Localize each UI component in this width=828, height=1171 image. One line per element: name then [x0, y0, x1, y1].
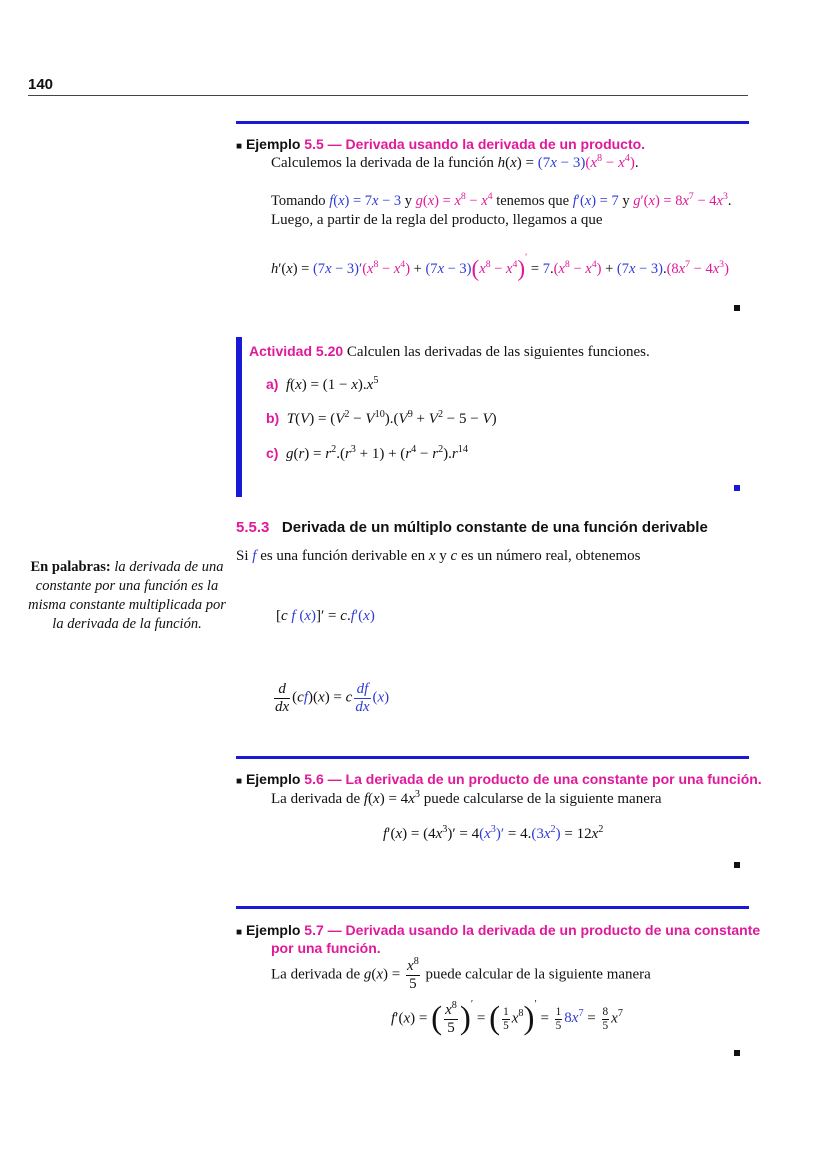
- example-5-6-heading: [236, 771, 762, 787]
- line-text: La derivada de: [271, 791, 361, 807]
- example-5-7-heading: [236, 922, 760, 938]
- bullet-icon: ■: [236, 927, 243, 938]
- activity-item-a: a) $f(x) = (1 - x).x^5$: [266, 374, 379, 393]
- activity-5-20-bar: [236, 337, 242, 497]
- page-number: 140: [28, 76, 54, 93]
- line-text: La derivada de: [271, 966, 361, 983]
- example-title: — Derivada usando la derivada de un producto de una constante: [327, 922, 761, 938]
- example-label: Ejemplo: [245, 771, 301, 787]
- formula-leibniz: $\frac{d}{dx}$ (cf)(x) = c $\frac{df}{dx}$ (x): [275, 681, 390, 715]
- line-text: Calculemos la derivada de la función: [271, 155, 494, 171]
- activity-label: Actividad 5.20: [249, 343, 344, 359]
- example-label: Ejemplo: [245, 136, 301, 152]
- activity-item-b: b) $T(V) = (V^2 - V^{10}).(V^9 + V^2 - 5 - V)$: [266, 408, 497, 427]
- example-label: Ejemplo: [245, 922, 301, 938]
- example-5-5-line2: Tomando f(x) = 7x − 3 y $g(x) = x^8 - x^4$ tenemos que f′(x) = 7 y $g'(x) = 8x^7 - 4x^3$.: [271, 190, 732, 209]
- section-title: Derivada de un múltiplo constante de una función derivable: [281, 519, 708, 536]
- activity-item-c: c) $g(r) = r^2.(r^3 + 1) + (r^4 - r^2).r^{14}$: [266, 443, 468, 462]
- line-text: y: [622, 193, 630, 209]
- margin-note: [28, 558, 226, 634]
- formula-constant-rule: [c f (x)]′ = c.f′(x): [276, 608, 375, 624]
- example-5-5-line3: Luego, a partir de la regla del producto, llegamos a que: [271, 212, 603, 228]
- example-5-6-derivation: $f'(x) = (4x^3)' = 4(x^3)' = 4.(3x^2) = 12x^2$: [383, 823, 604, 842]
- example-title: — Derivada usando la derivada de un producto.: [327, 136, 646, 152]
- header-rule: [28, 95, 748, 96]
- example-5-6-line1: La derivada de $f(x) = 4x^3$ puede calcularse de la siguiente manera: [271, 788, 662, 807]
- example-5-6-top-rule: [236, 756, 749, 759]
- activity-5-20-heading: [249, 341, 650, 362]
- example-5-5-derivation: $h'(x) = (7x - 3)'(x^8 - x^4) + (7x - 3)(x^8 - x^4)' = 7.(x^8 - x^4) + (7x - 3).(8x^7 - 4x^3)$: [271, 252, 729, 282]
- example-5-7-line1: La derivada de g(x) = $\frac{x^8}{5}$ puede calcular de la siguiente manera: [271, 955, 651, 992]
- qed-icon: [734, 862, 740, 868]
- line-text: puede calcularse de la siguiente manera: [423, 791, 662, 807]
- example-number: 5.6: [304, 771, 324, 787]
- bullet-icon: ■: [236, 141, 243, 152]
- example-5-5-top-rule: [236, 121, 749, 124]
- example-5-5-line1: Calculemos la derivada de la función $h(x) = (7x - 3)(x^8 - x^4)$.: [271, 152, 639, 171]
- margin-note-bold: En palabras:: [30, 559, 111, 575]
- item-label: b): [266, 410, 280, 426]
- line-text: Tomando: [271, 193, 326, 209]
- margin-note-text: la derivada de una constante por una función es la misma constante multiplicada por la derivada de la función.: [28, 559, 226, 632]
- section-number: 5.5.3: [236, 519, 270, 536]
- section-heading: [236, 519, 708, 536]
- section-intro: Si f es una función derivable en x y c es un número real, obtenemos: [236, 548, 641, 564]
- line-text: Si: [236, 548, 249, 564]
- activity-text: Calculen las derivadas de las siguientes funciones.: [346, 344, 650, 360]
- line-text: y: [404, 193, 413, 209]
- qed-icon: [734, 305, 740, 311]
- example-5-7-heading-line2: por una función.: [271, 940, 381, 956]
- line-text: es una función derivable en: [260, 548, 426, 564]
- formula-h: h: [497, 155, 506, 171]
- line-text: y: [439, 548, 447, 564]
- example-5-7-derivation: f′(x) = ( $\frac{x^8}{5}$ )′ = ( $\frac{1}{5}$ $x^8)'$ = $\frac{1}{5}$ $8x^7$ = $\frac{8}{5}$ $x^7$: [391, 999, 623, 1037]
- activity-end-icon: [734, 485, 740, 491]
- example-5-5-heading: [236, 136, 645, 152]
- item-label: a): [266, 376, 279, 392]
- item-label: c): [266, 445, 279, 461]
- qed-icon: [734, 1050, 740, 1056]
- line-text: es un número real, obtenemos: [460, 548, 641, 564]
- example-title: — La derivada de un producto de una constante por una función.: [327, 771, 762, 787]
- line-text: tenemos que: [496, 193, 570, 209]
- line-text: puede calcular de la siguiente manera: [425, 966, 651, 983]
- example-number: 5.5: [304, 136, 324, 152]
- example-5-7-top-rule: [236, 906, 749, 909]
- example-number: 5.7: [304, 922, 324, 938]
- bullet-icon: ■: [236, 776, 243, 787]
